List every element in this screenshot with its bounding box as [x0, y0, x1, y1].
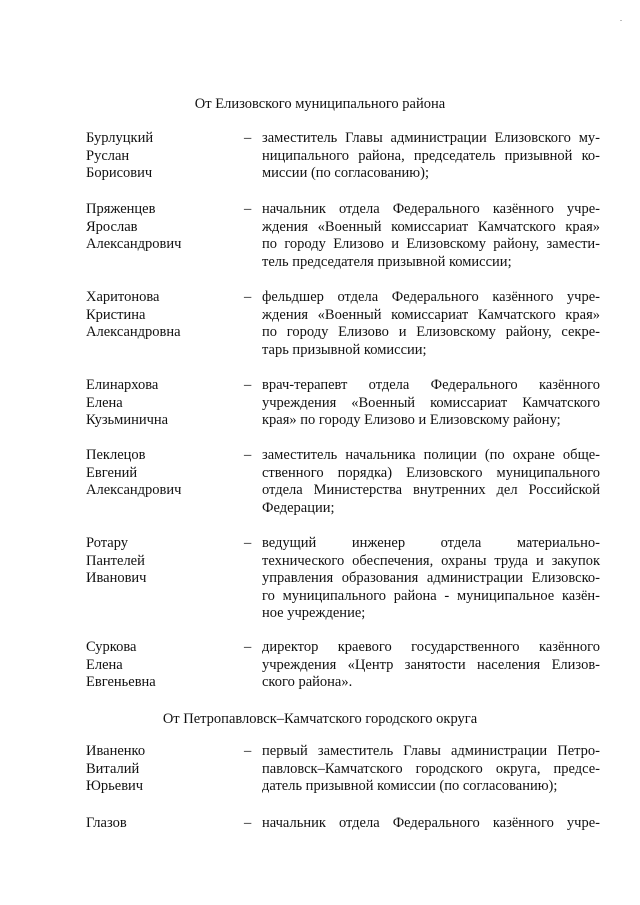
description-line: ждения «Военный комиссариат Камчатского края» [262, 306, 600, 323]
description-line: тарь призывной комиссии; [262, 341, 427, 358]
member-first-name: Виталий [86, 760, 140, 777]
member-name [86, 815, 236, 833]
member-description [262, 130, 600, 183]
member-first-name: Елена [86, 656, 123, 673]
member-surname: Елинархова [86, 377, 159, 393]
description-line: учреждения «Военный комиссариат Камчатского [262, 394, 600, 411]
member-dash: – [244, 377, 252, 393]
member-name [86, 289, 236, 342]
member-description [262, 815, 600, 833]
section-title-petropavlovsk: От Петропавловск–Камчатского городского округа [162, 711, 478, 727]
member-name [86, 201, 236, 254]
member-description [262, 377, 600, 430]
description-line: директор краевого государственного казённого [262, 639, 600, 655]
member-dash: – [244, 289, 252, 305]
description-line: ского района». [262, 674, 353, 691]
member-dash: – [244, 130, 252, 146]
description-line: технического обеспечения, охраны труда и закупок [262, 552, 600, 569]
member-surname: Суркова [86, 639, 137, 655]
member-surname: Иваненко [86, 743, 146, 759]
member-first-name: Кристина [86, 306, 146, 323]
description-line: по городу Елизово и Елизовскому району, замести- [262, 236, 600, 253]
member-patronymic: Александровна [86, 324, 181, 341]
description-line: по городу Елизово и Елизовскому району, секре- [262, 324, 600, 341]
member-dash: – [244, 535, 252, 551]
member-description [262, 289, 600, 359]
description-line: начальник отдела Федерального казённого учре- [262, 201, 600, 217]
member-surname: Глазов [86, 815, 127, 831]
member-description [262, 201, 600, 271]
member-patronymic: Юрьевич [86, 778, 144, 795]
member-name [86, 639, 236, 692]
description-line: заместитель начальника полиции (по охране обще- [262, 447, 600, 463]
member-patronymic: Александрович [86, 236, 182, 253]
member-description [262, 447, 600, 517]
member-patronymic: Александрович [86, 482, 182, 499]
member-first-name: Пантелей [86, 552, 145, 569]
member-dash: – [244, 201, 252, 217]
member-surname: Пеклецов [86, 447, 146, 463]
corner-mark: . [620, 14, 622, 23]
description-line: ждения «Военный комиссариат Камчатского края» [262, 218, 600, 235]
member-patronymic: Евгеньевна [86, 674, 156, 691]
description-line: ственного порядка) Елизовского муниципального [262, 464, 600, 481]
member-surname: Бурлуцкий [86, 130, 154, 146]
member-dash: – [244, 743, 252, 759]
member-name [86, 377, 236, 430]
member-dash: – [244, 815, 252, 831]
member-patronymic: Борисович [86, 165, 153, 182]
member-description [262, 639, 600, 692]
member-first-name: Евгений [86, 464, 138, 481]
description-line: павловск–Камчатского городского округа, предсе- [262, 760, 600, 777]
description-line: ведущий инженер отдела материально- [262, 535, 600, 551]
description-line: управления образования администрации Елизовско- [262, 570, 600, 587]
member-name [86, 743, 236, 796]
description-line: учреждения «Центр занятости населения Елизов- [262, 656, 600, 673]
description-line: ниципального района, председатель призывной ко- [262, 147, 600, 164]
member-first-name: Елена [86, 394, 123, 411]
description-line: го муниципального района - муниципальное казён- [262, 587, 600, 604]
member-dash: – [244, 447, 252, 463]
description-line: начальник отдела Федерального казённого учре- [262, 815, 600, 831]
member-first-name: Ярослав [86, 218, 138, 235]
member-patronymic: Кузьминична [86, 412, 169, 429]
member-surname: Ротару [86, 535, 129, 551]
member-surname: Пряженцев [86, 201, 156, 217]
member-description [262, 535, 600, 623]
member-description [262, 743, 600, 796]
member-first-name: Руслан [86, 147, 130, 164]
description-line: края» по городу Елизово и Елизовскому району; [262, 412, 561, 429]
member-dash: – [244, 639, 252, 655]
member-name [86, 130, 236, 183]
description-line: ное учреждение; [262, 605, 366, 622]
description-line: Федерации; [262, 499, 335, 516]
description-line: врач-терапевт отдела Федерального казённого [262, 377, 600, 393]
description-line: тель председателя призывной комиссии; [262, 253, 512, 270]
description-line: датель призывной комиссии (по согласованию); [262, 778, 558, 795]
description-line: отдела Министерства внутренних дел Российской [262, 482, 600, 499]
member-surname: Харитонова [86, 289, 160, 305]
description-line: фельдшер отдела Федерального казённого учре- [262, 289, 600, 305]
description-line: заместитель Главы администрации Елизовского му- [262, 130, 600, 146]
member-name [86, 535, 236, 588]
member-patronymic: Иванович [86, 570, 147, 587]
member-name [86, 447, 236, 500]
description-line: первый заместитель Главы администрации Петро- [262, 743, 600, 759]
description-line: миссии (по согласованию); [262, 165, 429, 182]
section-title-elizovo: От Елизовского муниципального района [194, 96, 446, 112]
